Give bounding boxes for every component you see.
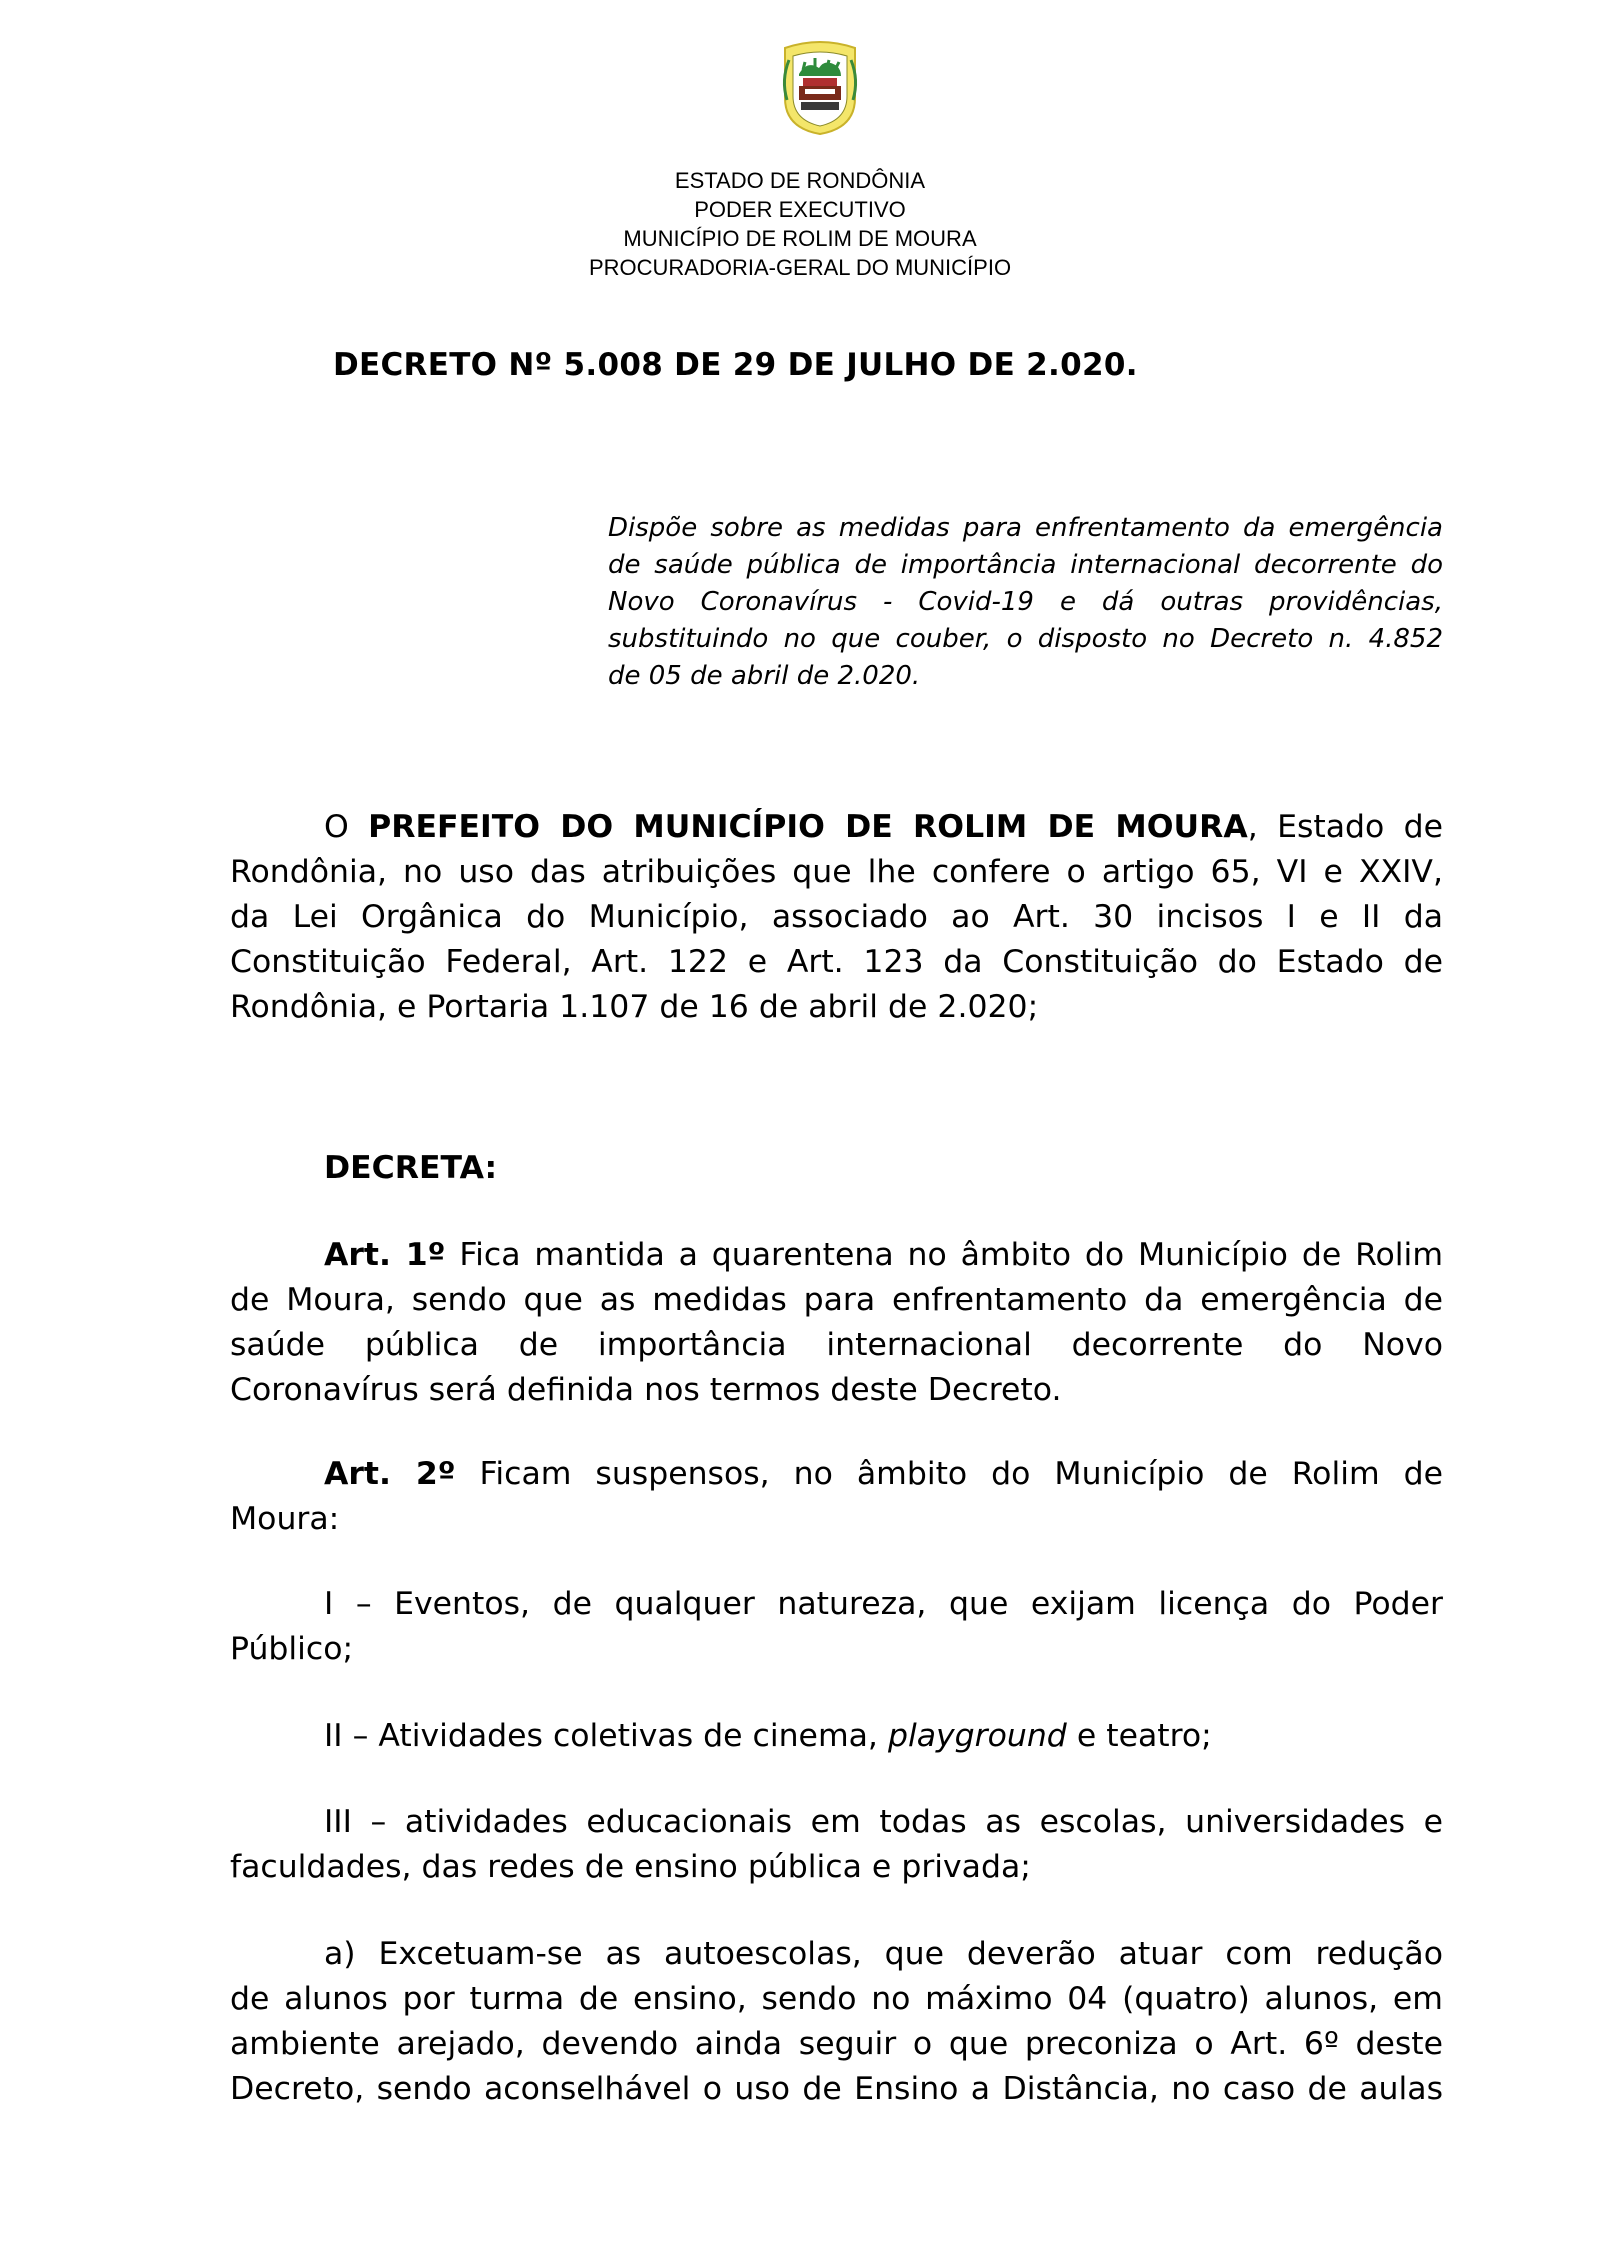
item-1 bbox=[230, 1582, 1443, 1672]
article-1-first-line bbox=[230, 1233, 1443, 1278]
preamble-lead: O bbox=[324, 809, 369, 845]
decree-title: DECRETO Nº 5.008 DE 29 DE JULHO DE 2.020. bbox=[333, 347, 1138, 383]
preamble-first-line bbox=[230, 805, 1443, 850]
header-state: ESTADO DE RONDÔNIA bbox=[674, 168, 926, 193]
item-1-first-line: I – Eventos, de qualquer natureza, que exijam licença do Poder bbox=[324, 1586, 1443, 1622]
item-a-first-line: a) Excetuam-se as autoescolas, que deverão atuar com redução bbox=[324, 1936, 1443, 1972]
article-2-label: Art. 2º bbox=[324, 1456, 456, 1492]
article-2-text: Ficam suspensos, no âmbito do Município de Rolim de bbox=[455, 1456, 1443, 1492]
item-2-line bbox=[230, 1714, 1443, 1759]
article-2-first-line bbox=[230, 1452, 1443, 1497]
item-3-line: faculdades, das redes de ensino pública e privada; bbox=[230, 1849, 1031, 1885]
item-a-line: Decreto, sendo aconselhável o uso de Ensino a Distância, no caso de aulas bbox=[230, 2071, 1443, 2107]
article-2-line: Moura: bbox=[230, 1501, 340, 1537]
item-2-text-end: e teatro; bbox=[1066, 1718, 1212, 1754]
header-municipality: MUNICÍPIO DE ROLIM DE MOURA bbox=[623, 226, 977, 251]
summary-line: substituindo no que couber, o disposto no Decreto n. 4.852 bbox=[608, 624, 1443, 654]
decree-summary bbox=[608, 510, 1443, 695]
article-1-text: Fica mantida a quarentena no âmbito do Município de Rolim bbox=[445, 1237, 1443, 1273]
item-a bbox=[230, 1932, 1443, 2112]
preamble-paragraph bbox=[230, 805, 1443, 1030]
summary-line: de 05 de abril de 2.020. bbox=[608, 661, 921, 691]
item-a-line: ambiente arejado, devendo ainda seguir o que preconiza o Art. 6º deste bbox=[230, 2026, 1443, 2062]
article-2 bbox=[230, 1452, 1443, 1542]
preamble-line: Rondônia, e Portaria 1.107 de 16 de abril de 2.020; bbox=[230, 989, 1039, 1025]
article-1-line: saúde pública de importância internacional decorrente do Novo bbox=[230, 1327, 1443, 1363]
summary-line: Dispõe sobre as medidas para enfrentamento da emergência bbox=[608, 513, 1443, 543]
item-2-italic: playground bbox=[887, 1718, 1067, 1754]
decreta-line bbox=[230, 1146, 1443, 1191]
item-2-text: II – Atividades coletivas de cinema, bbox=[324, 1718, 888, 1754]
preamble-line: Rondônia, no uso das atribuições que lhe confere o artigo 65, VI e XXIV, bbox=[230, 854, 1443, 890]
article-1-line: de Moura, sendo que as medidas para enfrentamento da emergência de bbox=[230, 1282, 1443, 1318]
decreta-label: DECRETA: bbox=[324, 1150, 498, 1186]
item-a-line: de alunos por turma de ensino, sendo no máximo 04 (quatro) alunos, em bbox=[230, 1981, 1443, 2017]
header-office: PROCURADORIA-GERAL DO MUNICÍPIO bbox=[588, 255, 1012, 280]
coat-of-arms-logo bbox=[775, 40, 865, 136]
article-1 bbox=[230, 1233, 1443, 1413]
preamble-line: Constituição Federal, Art. 122 e Art. 123 da Constituição do Estado de bbox=[230, 944, 1443, 980]
article-1-line: Coronavírus será definida nos termos deste Decreto. bbox=[230, 1372, 1062, 1408]
article-1-label: Art. 1º bbox=[324, 1237, 446, 1273]
document-header bbox=[0, 166, 1600, 282]
header-power: PODER EXECUTIVO bbox=[694, 197, 906, 222]
preamble-line: da Lei Orgânica do Município, associado ao Art. 30 incisos I e II da bbox=[230, 899, 1443, 935]
decreta-heading bbox=[230, 1146, 1443, 1191]
preamble-rest: , Estado de bbox=[1247, 809, 1443, 845]
item-3 bbox=[230, 1800, 1443, 1890]
summary-line: Novo Coronavírus - Covid-19 e dá outras providências, bbox=[608, 587, 1443, 617]
item-2 bbox=[230, 1714, 1443, 1759]
item-3-first-line: III – atividades educacionais em todas as escolas, universidades e bbox=[324, 1804, 1443, 1840]
mayor-title: PREFEITO DO MUNICÍPIO DE ROLIM DE MOURA bbox=[368, 809, 1248, 845]
summary-line: de saúde pública de importância internacional decorrente do bbox=[608, 550, 1443, 580]
item-1-line: Público; bbox=[230, 1631, 354, 1667]
